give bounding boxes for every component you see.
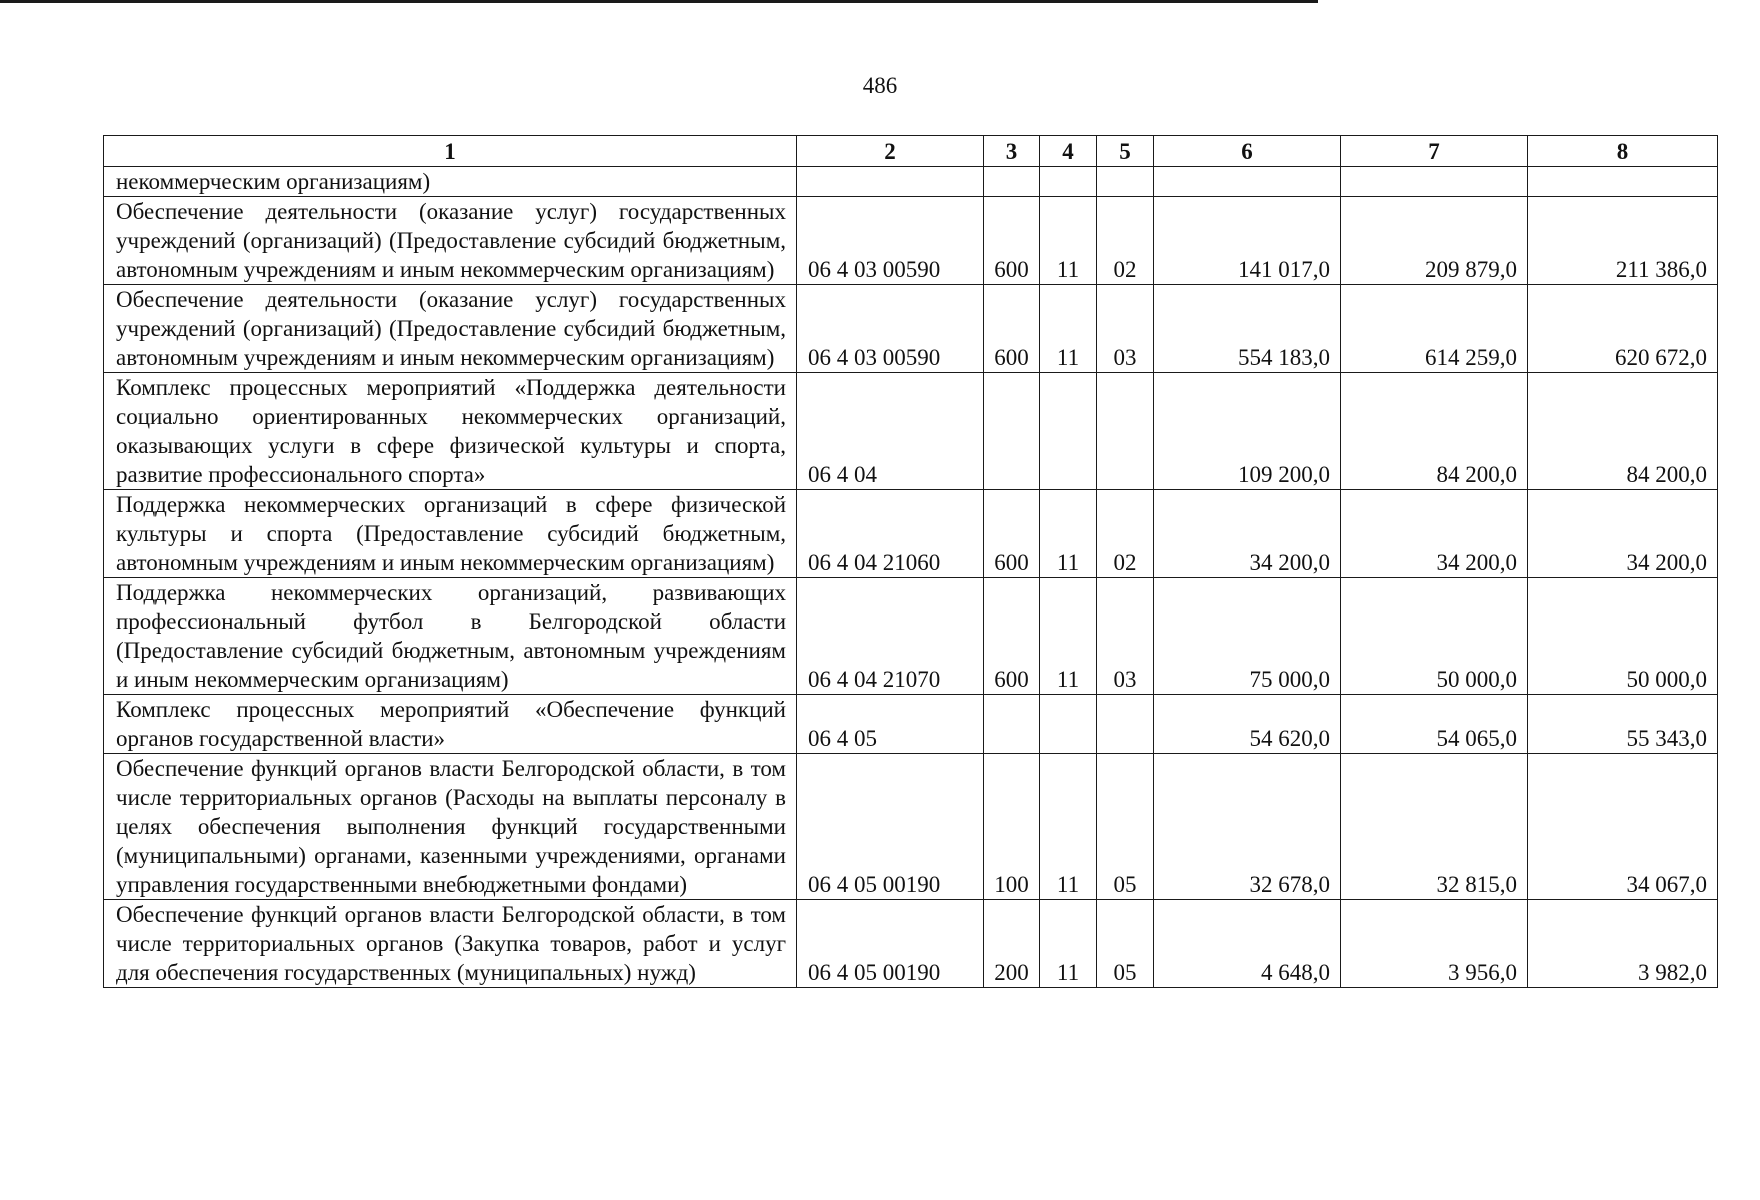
row-code-cell: 06 4 04 21060 bbox=[797, 490, 984, 578]
row-rz-cell: 11 bbox=[1040, 490, 1097, 578]
row-code-cell: 06 4 05 00190 bbox=[797, 754, 984, 900]
row-year3-cell: 211 386,0 bbox=[1528, 197, 1718, 285]
row-code-cell: 06 4 03 00590 bbox=[797, 197, 984, 285]
row-vr-cell bbox=[984, 695, 1040, 754]
table-row bbox=[104, 695, 1718, 754]
column-header-4: 4 bbox=[1040, 136, 1097, 167]
row-name-cell: Комплекс процессных мероприятий «Поддержка деятельности социально ориентированных некоммерческих организаций, оказывающих услуги в сфере физической культуры и спорта, развитие профессионального спорта» bbox=[104, 373, 797, 490]
row-rz-cell: 11 bbox=[1040, 754, 1097, 900]
row-year3-cell: 34 200,0 bbox=[1528, 490, 1718, 578]
row-rz-cell: 11 bbox=[1040, 900, 1097, 988]
table-row bbox=[104, 167, 1718, 197]
row-pr-cell: 02 bbox=[1097, 197, 1154, 285]
row-year1-cell: 141 017,0 bbox=[1154, 197, 1341, 285]
row-pr-cell: 03 bbox=[1097, 285, 1154, 373]
row-pr-cell bbox=[1097, 695, 1154, 754]
row-year1-cell: 554 183,0 bbox=[1154, 285, 1341, 373]
column-header-3: 3 bbox=[984, 136, 1040, 167]
row-vr-cell: 200 bbox=[984, 900, 1040, 988]
row-name-cell: Поддержка некоммерческих организаций, развивающих профессиональный футбол в Белгородской области (Предоставление субсидий бюджетным, автономным учреждениям и иным некоммерческим организациям) bbox=[104, 578, 797, 695]
row-code-cell: 06 4 05 00190 bbox=[797, 900, 984, 988]
row-year2-cell: 34 200,0 bbox=[1341, 490, 1528, 578]
row-vr-cell: 600 bbox=[984, 285, 1040, 373]
row-vr-cell: 600 bbox=[984, 197, 1040, 285]
row-year2-cell: 3 956,0 bbox=[1341, 900, 1528, 988]
column-header-8: 8 bbox=[1528, 136, 1718, 167]
column-header-6: 6 bbox=[1154, 136, 1341, 167]
row-name-cell: Комплекс процессных мероприятий «Обеспечение функций органов государственной власти» bbox=[104, 695, 797, 754]
row-year1-cell: 4 648,0 bbox=[1154, 900, 1341, 988]
table-row bbox=[104, 285, 1718, 373]
row-vr-cell: 600 bbox=[984, 490, 1040, 578]
row-year3-cell: 50 000,0 bbox=[1528, 578, 1718, 695]
row-rz-cell bbox=[1040, 695, 1097, 754]
row-vr-cell: 600 bbox=[984, 578, 1040, 695]
table-row bbox=[104, 754, 1718, 900]
row-vr-cell bbox=[984, 167, 1040, 197]
row-rz-cell bbox=[1040, 373, 1097, 490]
header-row bbox=[104, 136, 1718, 167]
row-name-cell: Обеспечение деятельности (оказание услуг) государственных учреждений (организаций) (Предоставление субсидий бюджетным, автономным учреждениям и иным некоммерческим организациям) bbox=[104, 285, 797, 373]
row-pr-cell bbox=[1097, 373, 1154, 490]
row-year3-cell: 55 343,0 bbox=[1528, 695, 1718, 754]
row-name-cell: Поддержка некоммерческих организаций в сфере физической культуры и спорта (Предоставление субсидий бюджетным, автономным учреждениям и иным некоммерческим организациям) bbox=[104, 490, 797, 578]
row-year2-cell: 209 879,0 bbox=[1341, 197, 1528, 285]
column-header-5: 5 bbox=[1097, 136, 1154, 167]
row-year1-cell: 34 200,0 bbox=[1154, 490, 1341, 578]
table-row bbox=[104, 578, 1718, 695]
column-header-2: 2 bbox=[797, 136, 984, 167]
row-name-cell: некоммерческим организациям) bbox=[104, 167, 797, 197]
column-header-1: 1 bbox=[104, 136, 797, 167]
row-year2-cell: 84 200,0 bbox=[1341, 373, 1528, 490]
table-row bbox=[104, 490, 1718, 578]
row-code-cell: 06 4 04 bbox=[797, 373, 984, 490]
row-name-cell: Обеспечение функций органов власти Белгородской области, в том числе территориальных органов (Расходы на выплаты персоналу в целях обеспечения выполнения функций государственными (муниципальными) органами, казенными учреждениями, органами управления государственными внебюджетными фондами) bbox=[104, 754, 797, 900]
row-year3-cell: 84 200,0 bbox=[1528, 373, 1718, 490]
table-row bbox=[104, 373, 1718, 490]
row-code-cell bbox=[797, 167, 984, 197]
row-year3-cell: 34 067,0 bbox=[1528, 754, 1718, 900]
row-vr-cell: 100 bbox=[984, 754, 1040, 900]
column-header-7: 7 bbox=[1341, 136, 1528, 167]
row-pr-cell: 02 bbox=[1097, 490, 1154, 578]
row-pr-cell: 03 bbox=[1097, 578, 1154, 695]
row-year2-cell: 50 000,0 bbox=[1341, 578, 1528, 695]
row-rz-cell: 11 bbox=[1040, 285, 1097, 373]
table-row bbox=[104, 197, 1718, 285]
row-year1-cell: 109 200,0 bbox=[1154, 373, 1341, 490]
row-name-cell: Обеспечение функций органов власти Белгородской области, в том числе территориальных органов (Закупка товаров, работ и услуг для обеспечения государственных (муниципальных) нужд) bbox=[104, 900, 797, 988]
budget-table bbox=[103, 135, 1718, 988]
row-year2-cell: 614 259,0 bbox=[1341, 285, 1528, 373]
row-code-cell: 06 4 03 00590 bbox=[797, 285, 984, 373]
row-rz-cell: 11 bbox=[1040, 197, 1097, 285]
row-rz-cell: 11 bbox=[1040, 578, 1097, 695]
row-pr-cell: 05 bbox=[1097, 754, 1154, 900]
top-border-rule bbox=[0, 0, 1318, 3]
row-year2-cell: 54 065,0 bbox=[1341, 695, 1528, 754]
row-pr-cell bbox=[1097, 167, 1154, 197]
row-code-cell: 06 4 05 bbox=[797, 695, 984, 754]
row-year3-cell: 620 672,0 bbox=[1528, 285, 1718, 373]
row-year3-cell bbox=[1528, 167, 1718, 197]
row-name-cell: Обеспечение деятельности (оказание услуг) государственных учреждений (организаций) (Предоставление субсидий бюджетным, автономным учреждениям и иным некоммерческим организациям) bbox=[104, 197, 797, 285]
page-number: 486 bbox=[862, 73, 898, 98]
row-year1-cell: 54 620,0 bbox=[1154, 695, 1341, 754]
row-vr-cell bbox=[984, 373, 1040, 490]
row-year3-cell: 3 982,0 bbox=[1528, 900, 1718, 988]
row-code-cell: 06 4 04 21070 bbox=[797, 578, 984, 695]
row-year1-cell: 32 678,0 bbox=[1154, 754, 1341, 900]
table-row bbox=[104, 900, 1718, 988]
row-year1-cell bbox=[1154, 167, 1341, 197]
row-year2-cell bbox=[1341, 167, 1528, 197]
row-pr-cell: 05 bbox=[1097, 900, 1154, 988]
row-rz-cell bbox=[1040, 167, 1097, 197]
row-year2-cell: 32 815,0 bbox=[1341, 754, 1528, 900]
row-year1-cell: 75 000,0 bbox=[1154, 578, 1341, 695]
